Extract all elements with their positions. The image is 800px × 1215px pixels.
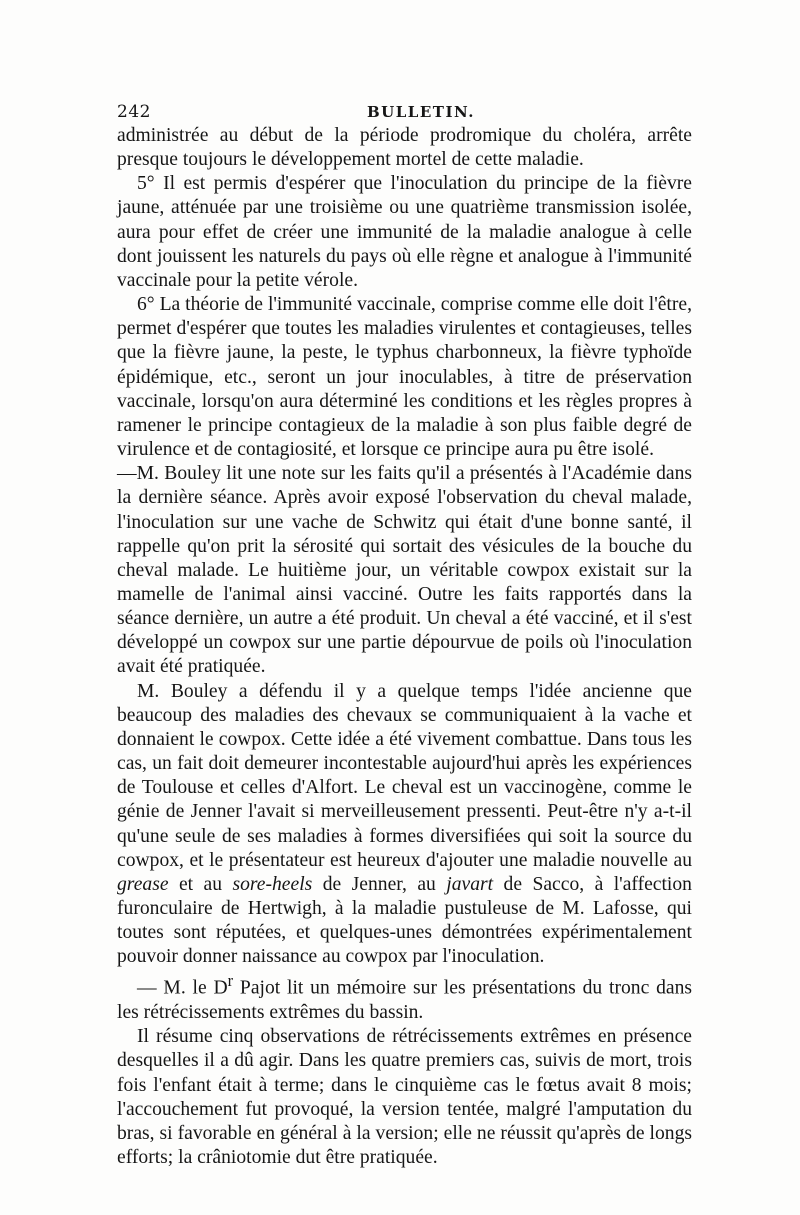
term-javart: javart — [446, 873, 494, 895]
page-header — [117, 102, 692, 122]
page-number: 242 — [117, 102, 151, 122]
paragraph-point-6: 6° La théorie de l'immunité vaccinale, comprise comme elle doit l'être, permet d'espérer que toutes les maladies virulentes et contagieuses, telles que la fièvre jaune, la peste, le typhus charbonneux, la fièvre typhoïde épidémique, etc., seront un jour inoculables, à titre de préservation vaccinale, lorsqu'on aura déterminé les conditions et les règles propres à ramener le principe contagieux de la maladie à son plus faible degré de virulence et de contagiosité, et lorsque ce principe aura pu être isolé. — [117, 294, 692, 461]
body-text — [117, 124, 692, 1170]
superscript-r: r — [227, 971, 234, 991]
paragraph-pajot-memoir: — M. le $D^r$ Pajot lit un mémoire sur les présentations du tronc dans les rétrécissements extrêmes du bassin. — [117, 971, 692, 1024]
running-title: BULLETIN. — [367, 103, 475, 121]
paragraph-bouley-note: —M. Bouley lit une note sur les faits qu'il a présentés à l'Académie dans la dernière séance. Après avoir exposé l'observation du cheval malade, l'inoculation sur une vache de Schwitz qui était d'une bonne santé, il rappelle qu'on prit la sérosité qui sortait des vésicules de la bouche du cheval malade. Le huitième jour, un véritable cowpox existait sur la mamelle de l'animal ainsi vacciné. Outre les faits rapportés dans la séance dernière, un autre a été produit. Un cheval a été vacciné, et il s'est développé un cowpox sur une partie dépourvue de poils où l'inoculation avait été pratiquée. — [117, 463, 692, 678]
term-grease: grease — [117, 873, 169, 895]
paragraph-five-observations: Il résume cinq observations de rétrécissements extrêmes en présence desquelles il a dû agir. Dans les quatre premiers cas, suivis de mort, trois fois l'enfant était à terme; dans le cinquième cas le fœtus avait 8 mois; l'accouchement fut provoqué, la version tentée, malgré l'amputation du bras, si favorable en général à la version; elle ne réussit qu'après de longs efforts; la crâniotomie dut être pratiquée. — [117, 1026, 692, 1169]
paragraph-point-5: 5° Il est permis d'espérer que l'inoculation du principe de la fièvre jaune, atténuée par une troisième ou une quatrième transmission isolée, aura pour effet de créer une immunité de la maladie analogue à celle dont jouissent les naturels du pays où elle règne et analogue à l'immunité vaccinale pour la petite vérole. — [117, 173, 692, 291]
paragraph-cholera-continuation: administrée au début de la période prodromique du choléra, arrête presque toujours le développement mortel de cette maladie. — [117, 125, 692, 171]
paragraph-bouley-defense: M. Bouley a défendu il y a quelque temps l'idée ancienne que beaucoup des maladies des chevaux se communiquaient à la vache et donnaient le cowpox. Cette idée a été vivement combattue. Dans tous les cas, un fait doit demeurer incontestable aujourd'hui après les expériences de Toulouse et celles d'Alfort. Le cheval est un vaccinogène, comme le génie de Jenner l'avait si merveilleusement pressenti. Peut-être n'y a-t-il qu'une seule de ses maladies à formes diversifiées qui soit la source du cowpox, et le présentateur est heureux d'ajouter une maladie nouvelle au grease et au sore-heels de Jenner, au javart de Sacco, à l'affection furonculaire de Hertwigh, à la maladie pustuleuse de M. Lafosse, qui toutes sont réputées, et quelques-unes démontrées expérimentalement pouvoir donner naissance au cowpox par l'inoculation. — [117, 680, 692, 968]
term-sore-heels: sore-heels — [232, 873, 313, 895]
